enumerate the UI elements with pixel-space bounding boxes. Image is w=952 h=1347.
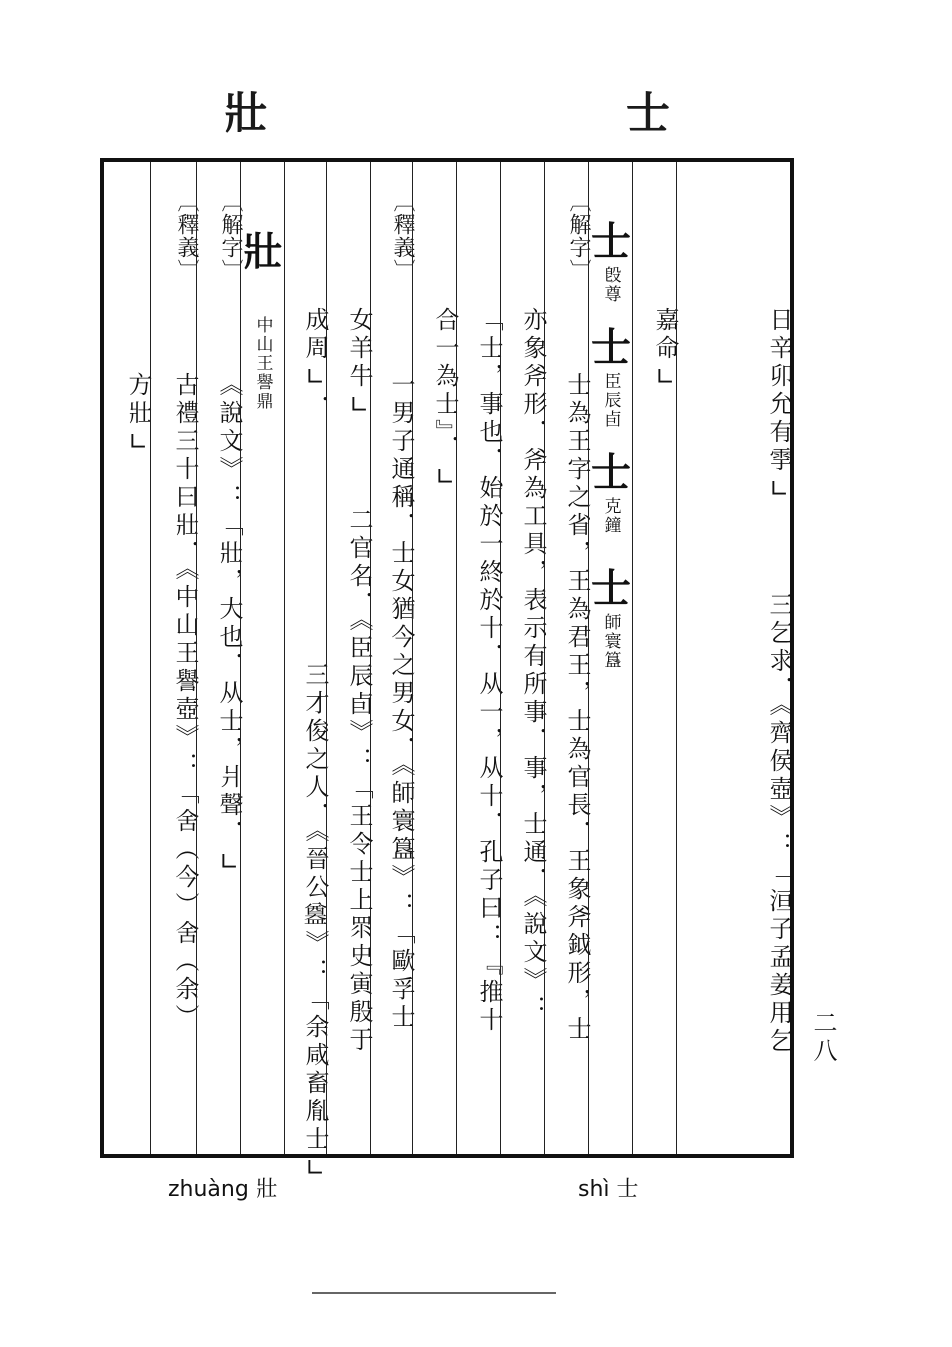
column-10-text-b: 三才俊之人．《晉公𥂴》：「余咸畜胤士∟ (301, 662, 329, 1186)
column-7-text: 合一為士』．∟ (431, 307, 459, 495)
column-8-tag: 〔釋義〕 (390, 190, 415, 282)
column-8-text: 一男子通稱．士女猶今之男女．《師寰簋》：「歐孚士 (387, 372, 415, 1032)
column-6 (456, 162, 501, 1154)
glyph-label-2: 臣辰卣 (600, 372, 621, 429)
column-13-tag: 〔釋義〕 (174, 190, 199, 282)
glyph-shi-1: 士 (591, 218, 631, 265)
footer-pinyin-shi: shì (578, 1177, 610, 1202)
header-character-zhuang: 壯 (224, 88, 268, 139)
glyph-shi-2: 士 (591, 324, 631, 371)
glyph-label-1: 𣪘尊 (600, 266, 621, 304)
footer-shi (578, 1172, 639, 1203)
column-10-text-a: 成周∟． (301, 307, 329, 423)
glyph-source-label: 中山王譽鼎 (252, 316, 273, 411)
page-number: 二八 (809, 1010, 837, 1066)
column-1-text-bottom: 三乞求．《齊侯壺》：「洹子孟姜用乞 (765, 592, 793, 1056)
column-4 (544, 162, 589, 1154)
column-2 (632, 162, 677, 1154)
footer-char-zhuang: 壯 (255, 1177, 278, 1202)
footer-rule (312, 1292, 556, 1294)
column-1 (676, 162, 791, 1154)
glyph-label-3: 克鐘 (600, 497, 621, 535)
column-9-text-a: 女羊牛∟ (345, 307, 373, 423)
glyph-label-4: 師寰簋 (600, 613, 621, 670)
footer-pinyin-zhuang: zhuàng (168, 1177, 249, 1202)
column-5 (500, 162, 545, 1154)
column-14-text: 方壯∟ (124, 372, 152, 460)
column-10 (284, 162, 329, 1186)
header-character-shi: 士 (626, 88, 670, 139)
column-9 (326, 162, 371, 1154)
column-12-tag: 〔解字〕 (218, 190, 243, 282)
column-11 (240, 162, 285, 1154)
column-6-text: 「士，事也．始於一終於十．从一，从十．孔子曰：『推十 (475, 307, 503, 1035)
column-1-text-top: 日辛卯允有𩁹∟ (765, 307, 793, 507)
column-4-text: 士為王字之省，王為君王，士為官長．王象斧鉞形，士 (563, 372, 591, 1044)
column-7 (412, 162, 457, 1154)
text-frame (100, 158, 794, 1186)
column-5-text: 亦象斧形．斧為工具，表示有所事．事，士通．《說文》： (519, 307, 547, 1023)
column-13-text: 古禮三十曰壯．《中山王譽壺》：「舍（今）舍（余） (171, 372, 199, 1032)
column-3 (588, 162, 633, 1154)
glyph-shi-4: 士 (591, 565, 631, 612)
column-2-text: 嘉命∟ (651, 307, 679, 395)
column-4-tag: 〔解字〕 (566, 190, 591, 282)
glyph-shi-3: 士 (591, 449, 631, 496)
glyph-zhuang-inscription: 壯 (243, 228, 283, 275)
column-12 (196, 162, 241, 1154)
column-9-text-b: 二官名．《臣辰卣》：「王令士上眔史寅殷于 (345, 507, 373, 1055)
column-13 (150, 162, 197, 1154)
column-8 (370, 162, 413, 1154)
footer-char-shi: 士 (616, 1177, 639, 1202)
column-14 (104, 162, 150, 1154)
footer-zhuang (168, 1172, 278, 1203)
column-12-text: 《說文》：「壯，大也．从士，爿聲．∟ (215, 372, 243, 880)
